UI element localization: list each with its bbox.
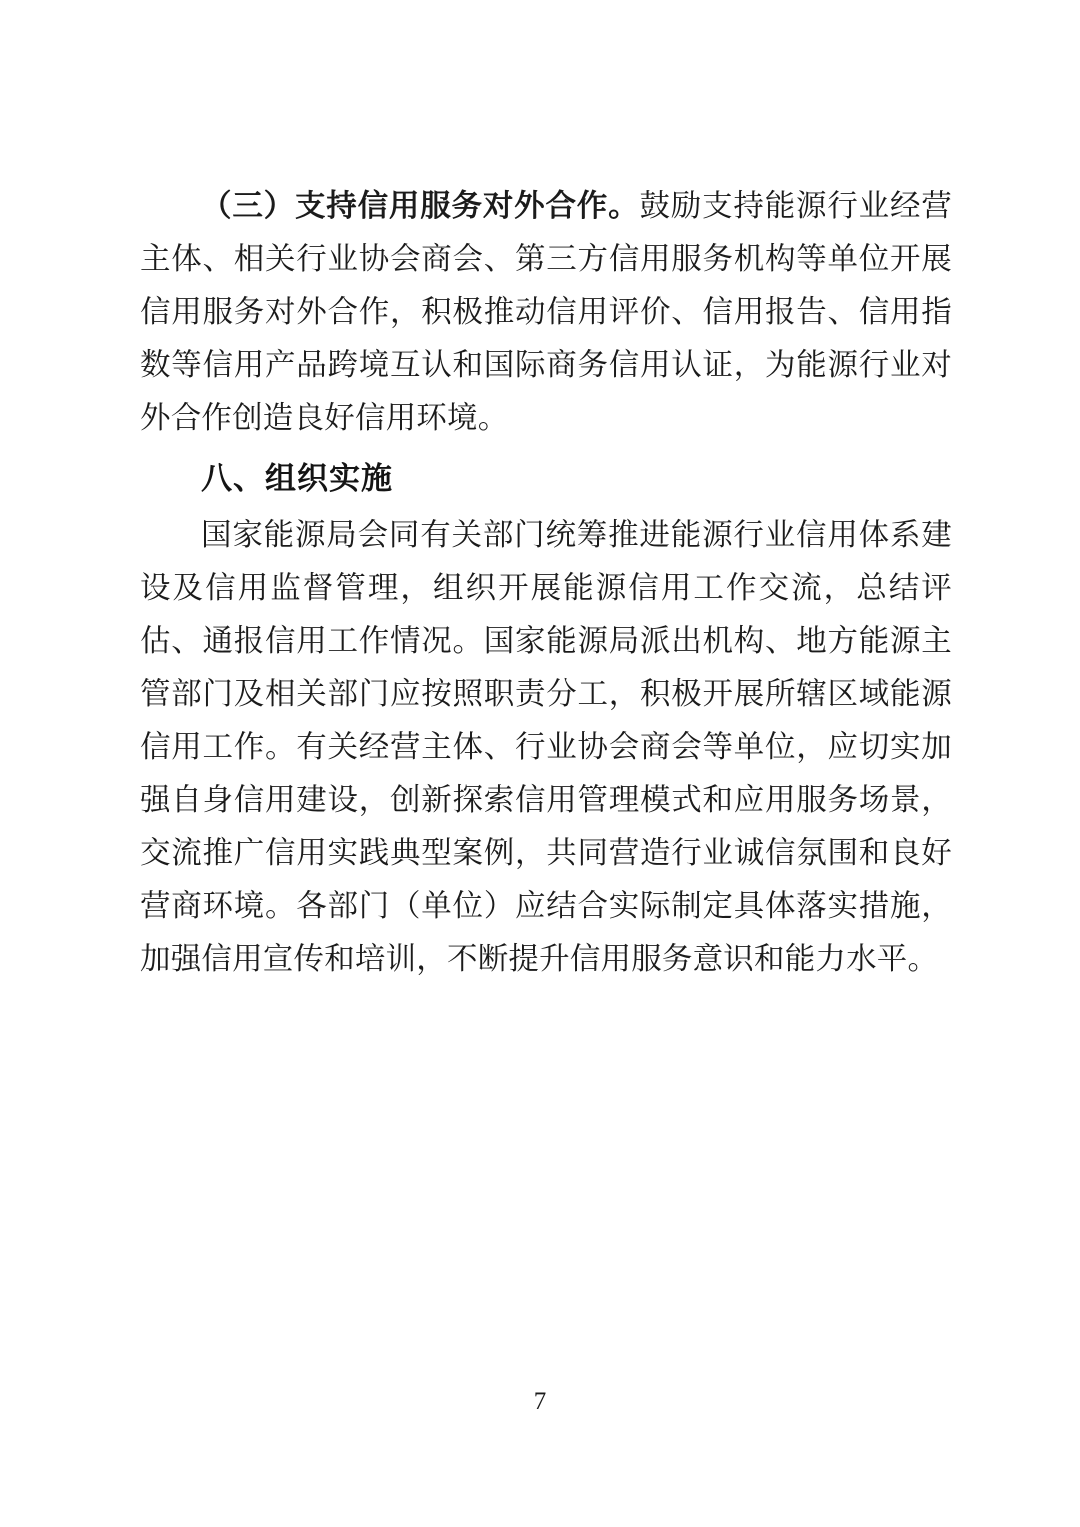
paragraph-lead-label: （三）支持信用服务对外合作。 [201, 189, 640, 223]
page-content [140, 180, 952, 988]
paragraph-organization-implementation: 国家能源局会同有关部门统筹推进能源行业信用体系建设及信用监督管理，组织开展能源信用工作交流，总结评估、通报信用工作情况。国家能源局派出机构、地方能源主管部门及相关部门应按照职责分工，积极开展所辖区域能源信用工作。有关经营主体、行业协会商会等单位，应切实加强自身信用建设，创新探索信用管理模式和应用服务场景，交流推广信用实践典型案例，共同营造行业诚信氛围和良好营商环境。各部门（单位）应结合实际制定具体落实措施，加强信用宣传和培训，不断提升信用服务意识和能力水平。 [140, 518, 952, 976]
paragraph-support-credit-service-cooperation [140, 180, 952, 445]
page-number: 7 [533, 1388, 547, 1415]
section-heading-organization-implementation: 八、组织实施 [201, 461, 393, 496]
paragraph-body-text: 鼓励支持能源行业经营主体、相关行业协会商会、第三方信用服务机构等单位开展信用服务对外合作，积极推动信用评价、信用报告、信用指数等信用产品跨境互认和国际商务信用认证，为能源行业对外合作创造良好信用环境。 [140, 189, 952, 435]
